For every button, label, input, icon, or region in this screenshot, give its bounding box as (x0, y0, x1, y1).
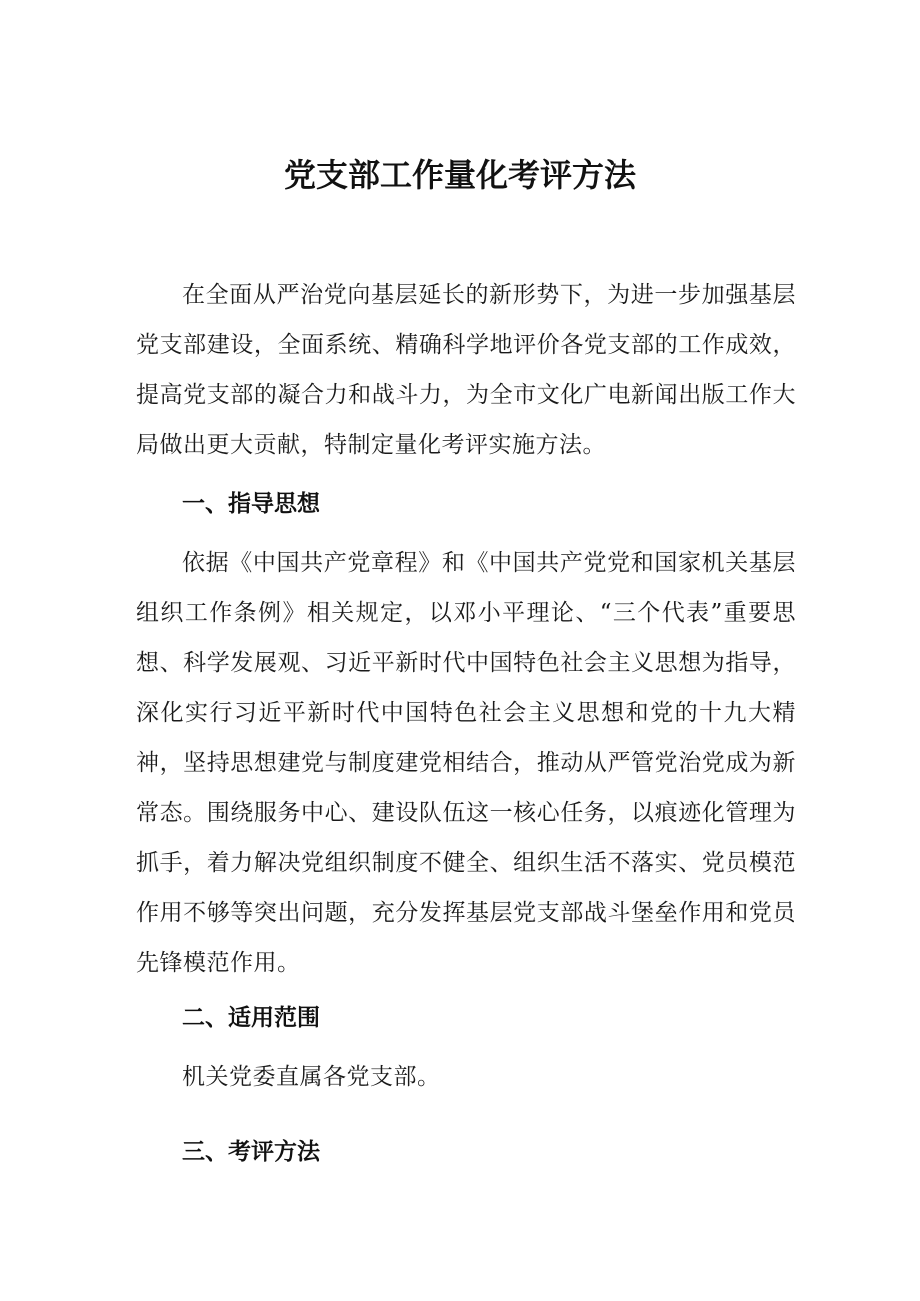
section-heading-guiding-ideology: 一、指导思想 (182, 491, 320, 517)
section-heading-scope: 二、适用范围 (182, 1005, 320, 1031)
intro-paragraph: 在全面从严治党向基层延长的新形势下，为进一步加强基层党支部建设，全面系统、精确科学地评价各党支部的工作成效，提高党支部的凝合力和战斗力，为全市文化广电新闻出版工作大局做出更大贡献，特制定量化考评实施方法。 (136, 282, 796, 458)
document-title: 党支部工作量化考评方法 (283, 156, 636, 195)
section-body-scope: 机关党委直属各党支部。 (182, 1064, 441, 1090)
section-body-guiding-ideology: 依据《中国共产党章程》和《中国共产党党和国家机关基层组织工作条例》相关规定，以邓小平理论、“三个代表”重要思想、科学发展观、习近平新时代中国特色社会主义思想为指导，深化实行习近平新时代中国特色社会主义思想和党的十九大精神，坚持思想建党与制度建党相结合，推动从严管党治党成为新常态。围绕服务中心、建设队伍这一核心任务，以痕迹化管理为抓手，着力解决党组织制度不健全、组织生活不落实、党员模范作用不够等突出问题，充分发挥基层党支部战斗堡垒作用和党员先锋模范作用。 (136, 550, 796, 976)
section-heading-evaluation-method: 三、考评方法 (182, 1139, 320, 1165)
